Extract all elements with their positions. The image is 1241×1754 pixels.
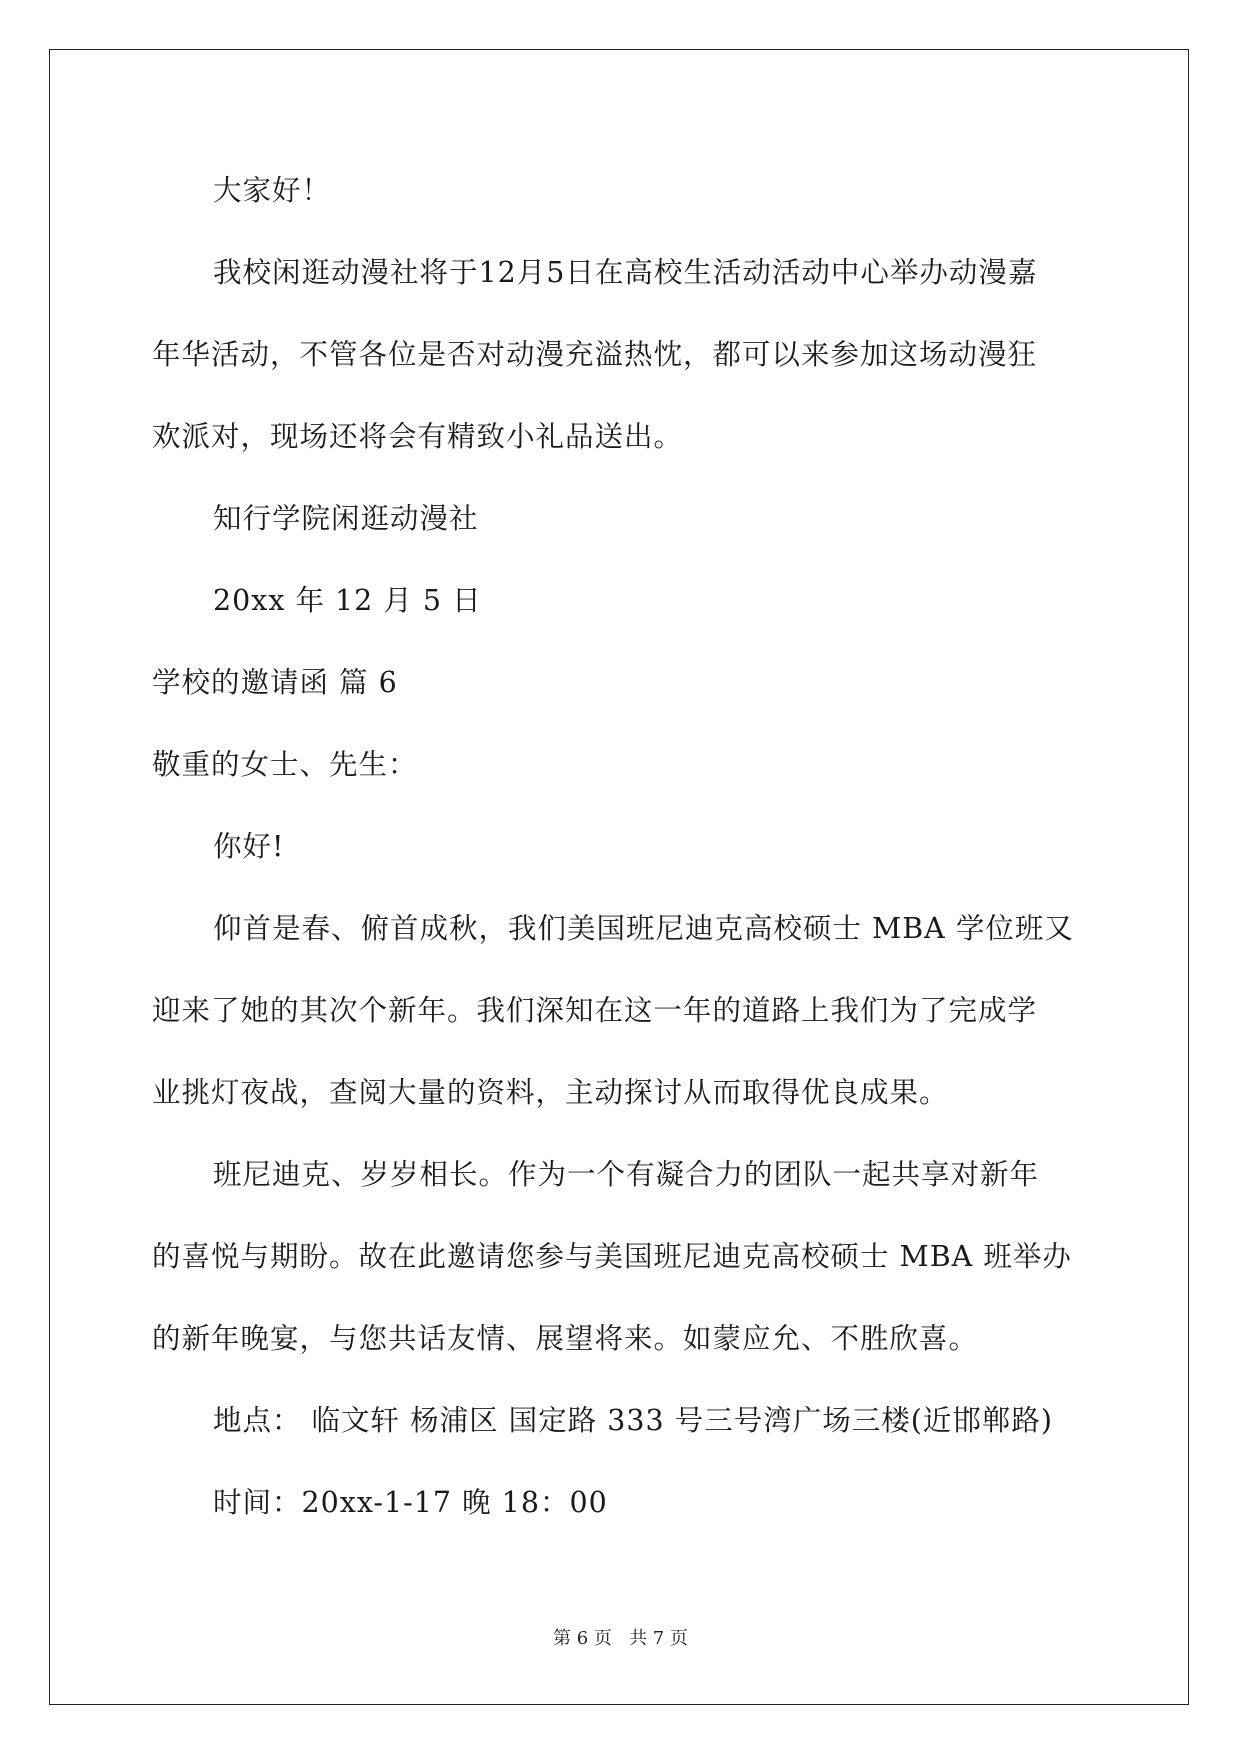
page-number-footer: 第 6 页 共 7 页 (553, 1628, 688, 1649)
page-border (49, 49, 1189, 1705)
paragraph-line: 仰首是春、俯首成秋，我们美国班尼迪克高校硕士 MBA 学位班又 (213, 912, 1074, 945)
paragraph-line: 年华活动，不管各位是否对动漫充溢热忱，都可以来参加这场动漫狂 (152, 338, 1038, 371)
paragraph-line: 的新年晚宴，与您共话友情、展望将来。如蒙应允、不胜欣喜。 (152, 1322, 979, 1355)
greeting-line: 大家好！ (213, 174, 332, 207)
paragraph-line: 业挑灯夜战，查阅大量的资料，主动探讨从而取得优良成果。 (152, 1076, 949, 1109)
salutation-line: 敬重的女士、先生： (152, 748, 418, 781)
paragraph-line: 我校闲逛动漫社将于12月5日在高校生活动活动中心举办动漫嘉 (213, 256, 1038, 289)
time-line: 时间：20xx-1-17 晚 18：00 (213, 1486, 608, 1519)
paragraph-line: 班尼迪克、岁岁相长。作为一个有凝合力的团队一起共享对新年 (213, 1158, 1040, 1191)
signature-date: 20xx 年 12 月 5 日 (213, 584, 482, 617)
paragraph-line: 的喜悦与期盼。故在此邀请您参与美国班尼迪克高校硕士 MBA 班举办 (152, 1240, 1072, 1273)
paragraph-line: 迎来了她的其次个新年。我们深知在这一年的道路上我们为了完成学 (152, 994, 1038, 1027)
signature-org: 知行学院闲逛动漫社 (213, 502, 479, 535)
greeting-line: 你好! (213, 830, 285, 863)
paragraph-line: 欢派对，现场还将会有精致小礼品送出。 (152, 420, 684, 453)
section-heading: 学校的邀请函 篇 6 (152, 666, 398, 699)
location-line: 地点： 临文轩 杨浦区 国定路 333 号三号湾广场三楼(近邯郸路) (213, 1404, 1053, 1437)
